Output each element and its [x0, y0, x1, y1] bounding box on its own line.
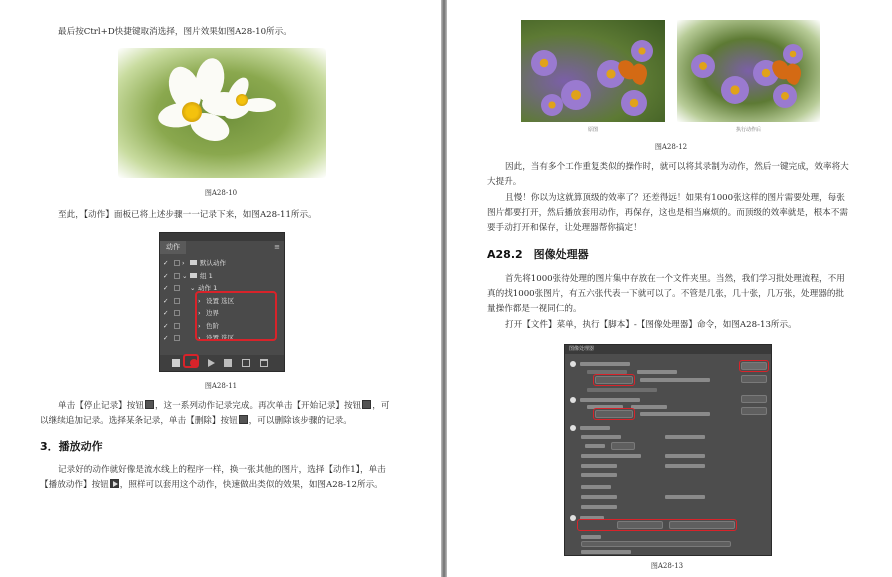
paragraph: 因此，当有多个工作重复类似的操作时，就可以将其录制为动作，然后一键完成，效率将大大提升。 — [487, 162, 849, 187]
highlight-box — [577, 519, 737, 531]
dialog-toggle-icon[interactable] — [174, 335, 180, 341]
action-label: 动作 1 — [198, 284, 218, 292]
step-number-icon — [570, 425, 576, 431]
action-row[interactable] — [160, 270, 284, 282]
step-number-icon — [570, 361, 576, 367]
stop-icon[interactable] — [172, 359, 180, 367]
panel-footer — [160, 355, 284, 371]
delete-icon[interactable] — [260, 359, 268, 367]
paragraph: 首先将1000张待处理的图片集中存放在一个文件夹里。当然，我们学习批处理流程，不用真的找1000张图片，有五六张代表一下就可以了。不管是几张，几十张，几万张，处理器的批量操作都是一视同仁的。 — [487, 274, 845, 314]
folder-icon — [190, 260, 197, 265]
figure-caption: 图A28-12 — [654, 143, 688, 151]
dialog-toggle-icon[interactable] — [174, 298, 180, 304]
check-icon[interactable]: ✓ — [163, 296, 169, 305]
expander-icon[interactable]: › — [182, 259, 185, 267]
highlight-box — [739, 360, 769, 372]
action-label: 设置 选区 — [206, 334, 235, 342]
load-button[interactable] — [741, 395, 767, 403]
folder-icon — [190, 273, 197, 278]
tab-actions[interactable]: 动作 — [160, 241, 186, 254]
flower-photo — [118, 48, 326, 178]
check-icon[interactable]: ✓ — [163, 271, 169, 280]
action-label: 默认动作 — [200, 259, 226, 267]
highlight-box — [183, 354, 199, 368]
delete-icon — [239, 415, 248, 424]
paragraph — [40, 463, 420, 493]
expander-icon[interactable]: › — [198, 321, 201, 330]
dialog-toggle-icon[interactable] — [174, 273, 180, 279]
step-number-icon — [570, 397, 576, 403]
action-label: 边界 — [206, 309, 219, 317]
play-icon — [110, 479, 119, 488]
photo-label: 执行动作后 — [735, 127, 761, 133]
image-processor-dialog — [564, 344, 772, 556]
expander-icon[interactable]: ⌄ — [182, 271, 188, 280]
cancel-button[interactable] — [741, 375, 767, 383]
play-icon[interactable] — [208, 359, 215, 367]
butterfly-photo-original — [521, 20, 665, 122]
section-heading: A28.2 图像处理器 — [487, 248, 589, 261]
check-icon[interactable]: ✓ — [163, 259, 169, 267]
action-row[interactable] — [160, 257, 284, 269]
dialog-toggle-icon[interactable] — [174, 285, 180, 291]
paragraph: 最后按Ctrl+D快捷键取消选择，图片效果如图A28-10所示。 — [58, 27, 292, 37]
figure-caption: 图A28-13 — [650, 562, 684, 570]
text-run: ，这一系列动作记录完成。再次单击【开始记录】按钮 — [154, 401, 362, 411]
text-run: 以继续追加记录。选择某条记录，单击【删除】按钮 — [40, 416, 238, 426]
check-icon[interactable]: ✓ — [163, 334, 169, 342]
paragraph — [40, 399, 420, 429]
dialog-title: 图像处理器 — [565, 345, 771, 354]
action-label: 组 1 — [200, 271, 213, 280]
check-icon[interactable]: ✓ — [163, 321, 169, 330]
menu-icon[interactable]: ≡ — [274, 243, 280, 251]
quality-field[interactable] — [611, 442, 635, 450]
save-button[interactable] — [741, 407, 767, 415]
butterfly-photo-processed — [677, 20, 820, 122]
text-run: ，可 — [372, 401, 390, 411]
highlight-box — [593, 374, 635, 386]
paragraph: 打开【文件】菜单，执行【脚本】-【图像处理器】命令，如图A28-13所示。 — [505, 320, 797, 330]
expander-icon[interactable]: › — [198, 334, 201, 342]
action-label: 设置 选区 — [206, 296, 235, 305]
highlight-box — [195, 291, 277, 341]
step-number-icon — [570, 515, 576, 521]
copyright-field[interactable] — [581, 541, 731, 547]
expander-icon[interactable]: › — [198, 309, 201, 317]
dialog-toggle-icon[interactable] — [174, 310, 180, 316]
highlight-box — [593, 408, 635, 420]
text-run: 【播放动作】按钮 — [40, 480, 109, 490]
new-set-icon[interactable] — [224, 359, 232, 367]
new-action-icon[interactable] — [242, 359, 250, 367]
text-run: ，照样可以套用这个动作，快速做出类似的效果，如图A28-12所示。 — [119, 480, 383, 490]
figure-caption: 图A28-10 — [204, 189, 238, 197]
action-label: 色阶 — [206, 321, 219, 330]
dialog-toggle-icon[interactable] — [174, 323, 180, 329]
text-run: 记录好的动作就好像是流水线上的程序一样，换一张其他的图片，选择【动作1】，单击 — [58, 465, 386, 475]
check-icon[interactable]: ✓ — [163, 284, 169, 292]
paragraph: 至此，【动作】面板已将上述步骤一一记录下来，如图A28-11所示。 — [58, 210, 317, 220]
figure-caption: 图A28-11 — [204, 382, 238, 390]
section-heading: 3．播放动作 — [40, 440, 103, 453]
text-run: ，可以删除该步骤的记录。 — [248, 416, 352, 426]
expander-icon[interactable]: ⌄ — [190, 284, 196, 292]
dialog-toggle-icon[interactable] — [174, 260, 180, 266]
record-icon — [362, 400, 371, 409]
text-run: 单击【停止记录】按钮 — [58, 401, 144, 411]
paragraph: 且慢！你以为这就算顶级的效率了？还差得远！如果有1000张这样的图片需要处理，每张图片都要打开，然后播放套用动作，再保存，这也是相当麻烦的。而顶级的效率就是，根本不需要手动打开和保存，让处理器帮你搞定！ — [487, 193, 848, 233]
stop-icon — [145, 400, 154, 409]
photo-label: 原图 — [587, 127, 598, 133]
check-icon[interactable]: ✓ — [163, 309, 169, 317]
expander-icon[interactable]: › — [198, 296, 201, 305]
